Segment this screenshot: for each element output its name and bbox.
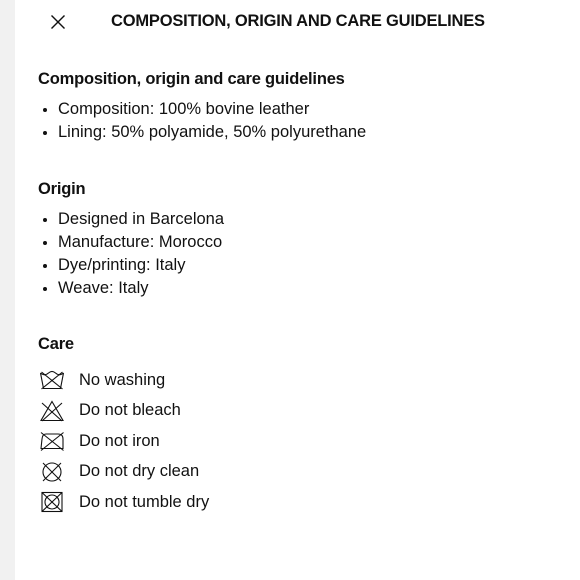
- care-item-do-not-iron: [38, 426, 209, 457]
- side-strip: [0, 0, 15, 580]
- care-item-label: Do not iron: [79, 431, 160, 450]
- list-item: Lining: 50% polyamide, 50% polyurethane: [38, 121, 366, 144]
- care-item-do-not-bleach: [38, 396, 209, 427]
- care-section: [38, 335, 209, 518]
- no-washing-icon: [39, 369, 65, 391]
- list-item: Composition: 100% bovine leather: [38, 98, 366, 121]
- do-not-tumble-dry-icon: [39, 491, 65, 513]
- origin-heading: Origin: [38, 180, 86, 198]
- composition-list: [38, 98, 366, 144]
- do-not-iron-icon: [39, 430, 65, 452]
- care-item-label: Do not bleach: [79, 401, 181, 420]
- origin-section: [38, 180, 224, 300]
- care-item-label: Do not dry clean: [79, 462, 200, 481]
- do-not-bleach-icon: [39, 400, 65, 422]
- close-icon: [50, 14, 66, 30]
- close-button[interactable]: [46, 10, 70, 34]
- list-item: Weave: Italy: [38, 277, 224, 300]
- care-list: [38, 365, 209, 518]
- list-item: Manufacture: Morocco: [38, 231, 224, 254]
- care-item-no-washing: [38, 365, 209, 396]
- care-item-do-not-dry-clean: [38, 457, 209, 488]
- composition-section: [38, 70, 366, 144]
- page-title: COMPOSITION, ORIGIN AND CARE GUIDELINES: [111, 12, 485, 30]
- care-item-label: No washing: [79, 370, 166, 389]
- guidelines-panel: [15, 0, 580, 580]
- panel-header: [15, 0, 580, 44]
- origin-list: [38, 208, 224, 300]
- composition-heading: Composition, origin and care guidelines: [38, 70, 345, 88]
- list-item: Designed in Barcelona: [38, 208, 224, 231]
- list-item: Dye/printing: Italy: [38, 254, 224, 277]
- care-item-label: Do not tumble dry: [79, 492, 210, 511]
- care-heading: Care: [38, 335, 74, 353]
- care-item-do-not-tumble-dry: [38, 487, 209, 518]
- do-not-dry-clean-icon: [39, 461, 65, 483]
